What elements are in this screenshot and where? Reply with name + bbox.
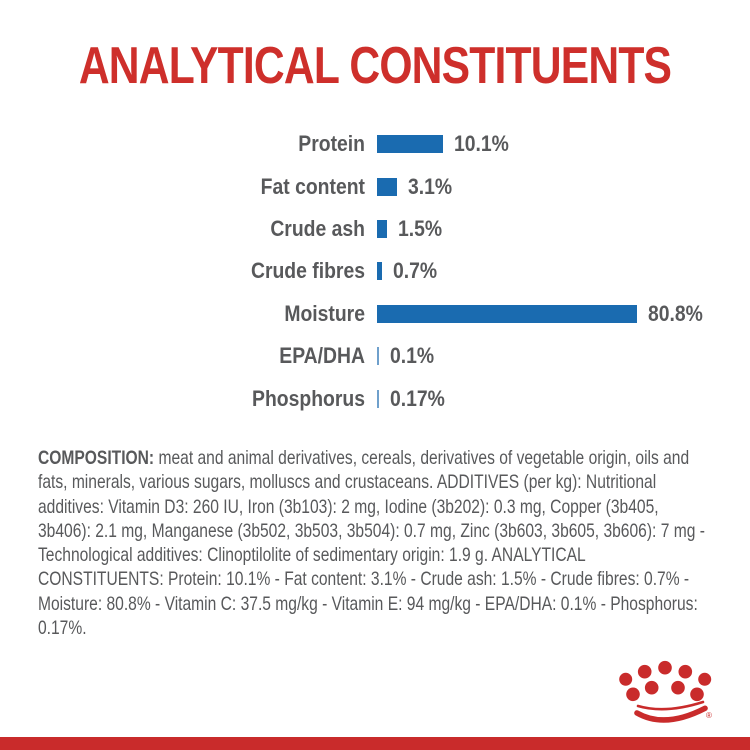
bar-label: Moisture bbox=[284, 300, 365, 326]
chart-row bbox=[0, 250, 750, 292]
crown-dots bbox=[619, 661, 711, 701]
page-title: ANALYTICAL CONSTITUENTS bbox=[78, 37, 672, 95]
bar-value: 0.7% bbox=[393, 258, 438, 284]
bar bbox=[377, 347, 379, 365]
composition-body: meat and animal derivatives, cereals, derivatives of vegetable origin, oils and fats, minerals, various sugars, molluscs and crustaceans. ADDITIVES (per kg): Nutritional additives: Vitamin D3: 260 IU, Iron (3b103): 2 mg, Iodine (3b202): 0.3 mg, Copper (3b405, 3b406): 2.1 mg, Manganese (3b502, 3b503, 3b504): 0.7 mg, Zinc (3b603, 3b605, 3b606): 7 mg - Technological additives: Clinoptilolite of sedimentary origin: 1.9 g. ANALYTICAL CONSTITUENTS: Protein: 10.1% - Fat content: 3.1% - Crude ash: 1.5% - Crude fibres: 0.7% - Moisture: 80.8% - Vitamin C: 37.5 mg/kg - Vitamin E: 94 mg/kg - EPA/DHA: 0.1% - Phosphorus: 0.17%. bbox=[38, 447, 705, 640]
bar-value: 80.8% bbox=[648, 300, 703, 326]
bar-value: 0.17% bbox=[390, 385, 445, 411]
crown-base-arcs bbox=[637, 702, 705, 720]
bar bbox=[377, 135, 443, 153]
bar-label: Crude ash bbox=[270, 215, 365, 241]
chart-row bbox=[0, 293, 750, 335]
bar-value: 1.5% bbox=[398, 215, 443, 241]
bar-value: 10.1% bbox=[454, 131, 509, 157]
bar-value: 3.1% bbox=[408, 173, 453, 199]
chart-row bbox=[0, 208, 750, 250]
bar bbox=[377, 390, 379, 408]
bar bbox=[377, 178, 397, 196]
registered-trademark-symbol: ® bbox=[706, 711, 712, 720]
composition-label: COMPOSITION: bbox=[38, 447, 155, 469]
bar-label: Crude fibres bbox=[250, 258, 365, 284]
footer-red-strip bbox=[0, 737, 750, 750]
bar bbox=[377, 262, 382, 280]
composition-text bbox=[38, 446, 714, 640]
chart-row bbox=[0, 123, 750, 165]
bar-label: Fat content bbox=[260, 173, 365, 199]
bar-value: 0.1% bbox=[390, 343, 435, 369]
chart-row bbox=[0, 335, 750, 377]
royal-canin-crown-icon bbox=[612, 652, 712, 724]
bar-label: Phosphorus bbox=[252, 385, 365, 411]
chart-row bbox=[0, 165, 750, 207]
bar-label: Protein bbox=[298, 131, 365, 157]
bar bbox=[377, 220, 387, 238]
analytical-constituents-bar-chart bbox=[0, 123, 750, 420]
bar bbox=[377, 305, 637, 323]
chart-row bbox=[0, 377, 750, 419]
bar-label: EPA/DHA bbox=[279, 343, 365, 369]
